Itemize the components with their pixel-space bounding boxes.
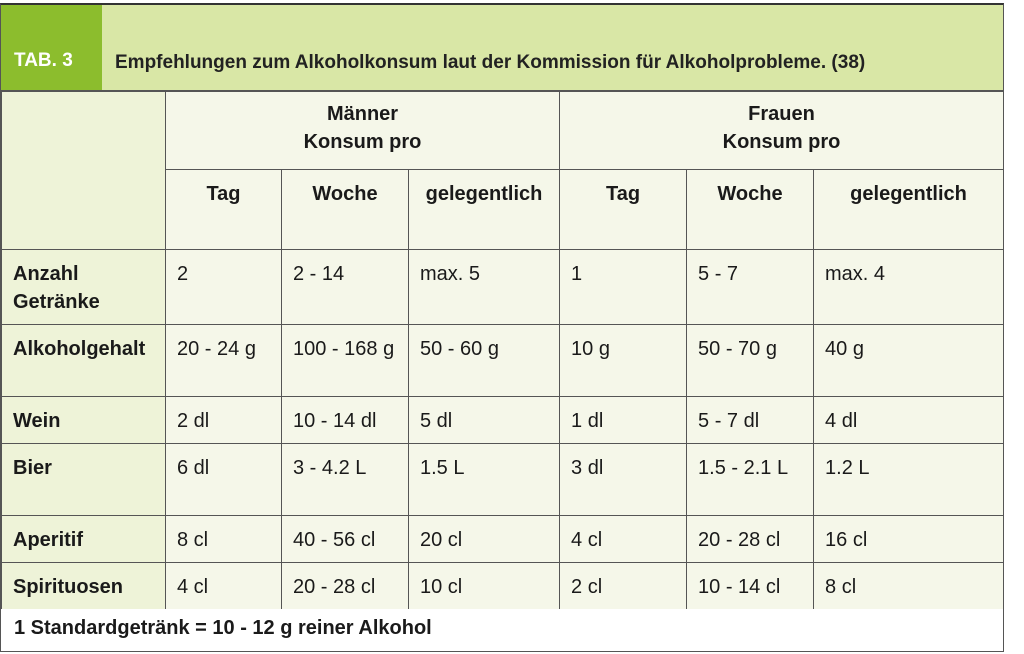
table-cell: 6 dl bbox=[166, 444, 282, 516]
table-cell: 4 cl bbox=[166, 563, 282, 610]
table-row bbox=[2, 397, 1004, 444]
table-row bbox=[2, 250, 1004, 325]
row-header: Alkoholgehalt bbox=[2, 325, 166, 397]
table-cell: 2 bbox=[166, 250, 282, 325]
table-cell: 10 cl bbox=[409, 563, 560, 610]
table-cell: 2 dl bbox=[166, 397, 282, 444]
table-cell: 8 cl bbox=[166, 516, 282, 563]
table-cell: 8 cl bbox=[814, 563, 1004, 610]
column-header: gelegentlich bbox=[409, 170, 560, 250]
group-header-line: Frauen bbox=[748, 103, 815, 125]
group-header-women bbox=[560, 92, 1004, 170]
table-tag: TAB. 3 bbox=[1, 5, 102, 90]
table-cell: 5 - 7 bbox=[687, 250, 814, 325]
group-header-line: Konsum pro bbox=[722, 131, 841, 153]
table-container bbox=[0, 3, 1004, 652]
table-cell: 20 cl bbox=[409, 516, 560, 563]
column-header: gelegentlich bbox=[814, 170, 1004, 250]
group-header-men bbox=[166, 92, 560, 170]
table-cell: 50 - 60 g bbox=[409, 325, 560, 397]
table-cell: 5 - 7 dl bbox=[687, 397, 814, 444]
column-header: Tag bbox=[560, 170, 687, 250]
table-cell: max. 5 bbox=[409, 250, 560, 325]
table-cell: 20 - 28 cl bbox=[282, 563, 409, 610]
table-title-bar bbox=[1, 5, 1003, 91]
table-cell: 3 dl bbox=[560, 444, 687, 516]
table-row bbox=[2, 563, 1004, 610]
table-cell: 1 bbox=[560, 250, 687, 325]
table-cell: 40 - 56 cl bbox=[282, 516, 409, 563]
table-cell: max. 4 bbox=[814, 250, 1004, 325]
alcohol-recommendations-table bbox=[1, 91, 1004, 609]
table-cell: 4 cl bbox=[560, 516, 687, 563]
table-cell: 2 cl bbox=[560, 563, 687, 610]
row-header: Wein bbox=[2, 397, 166, 444]
column-header: Tag bbox=[166, 170, 282, 250]
table-cell: 3 - 4.2 L bbox=[282, 444, 409, 516]
table-cell: 2 - 14 bbox=[282, 250, 409, 325]
row-header: Anzahl Getränke bbox=[2, 250, 166, 325]
row-header: Spirituosen bbox=[2, 563, 166, 610]
table-footnote: 1 Standardgetränk = 10 - 12 g reiner Alkohol bbox=[1, 609, 1003, 651]
table-cell: 1.5 L bbox=[409, 444, 560, 516]
corner-cell bbox=[2, 92, 166, 250]
group-header-line: Männer bbox=[326, 103, 399, 125]
table-cell: 50 - 70 g bbox=[687, 325, 814, 397]
table-row bbox=[2, 325, 1004, 397]
group-header-line: Konsum pro bbox=[303, 131, 422, 153]
column-header: Woche bbox=[687, 170, 814, 250]
table-cell: 4 dl bbox=[814, 397, 1004, 444]
table-row bbox=[2, 516, 1004, 563]
row-header: Bier bbox=[2, 444, 166, 516]
table-cell: 10 - 14 cl bbox=[687, 563, 814, 610]
table-title: Empfehlungen zum Alkoholkonsum laut der Kommission für Alkoholprobleme. (38) bbox=[115, 52, 866, 73]
table-cell: 20 - 28 cl bbox=[687, 516, 814, 563]
column-header: Woche bbox=[282, 170, 409, 250]
table-row bbox=[2, 444, 1004, 516]
table-cell: 1.5 - 2.1 L bbox=[687, 444, 814, 516]
table-cell: 10 - 14 dl bbox=[282, 397, 409, 444]
table-cell: 1 dl bbox=[560, 397, 687, 444]
table-cell: 5 dl bbox=[409, 397, 560, 444]
table-cell: 40 g bbox=[814, 325, 1004, 397]
table-cell: 100 - 168 g bbox=[282, 325, 409, 397]
row-header: Aperitif bbox=[2, 516, 166, 563]
table-cell: 1.2 L bbox=[814, 444, 1004, 516]
table-cell: 16 cl bbox=[814, 516, 1004, 563]
table-cell: 20 - 24 g bbox=[166, 325, 282, 397]
table-cell: 10 g bbox=[560, 325, 687, 397]
